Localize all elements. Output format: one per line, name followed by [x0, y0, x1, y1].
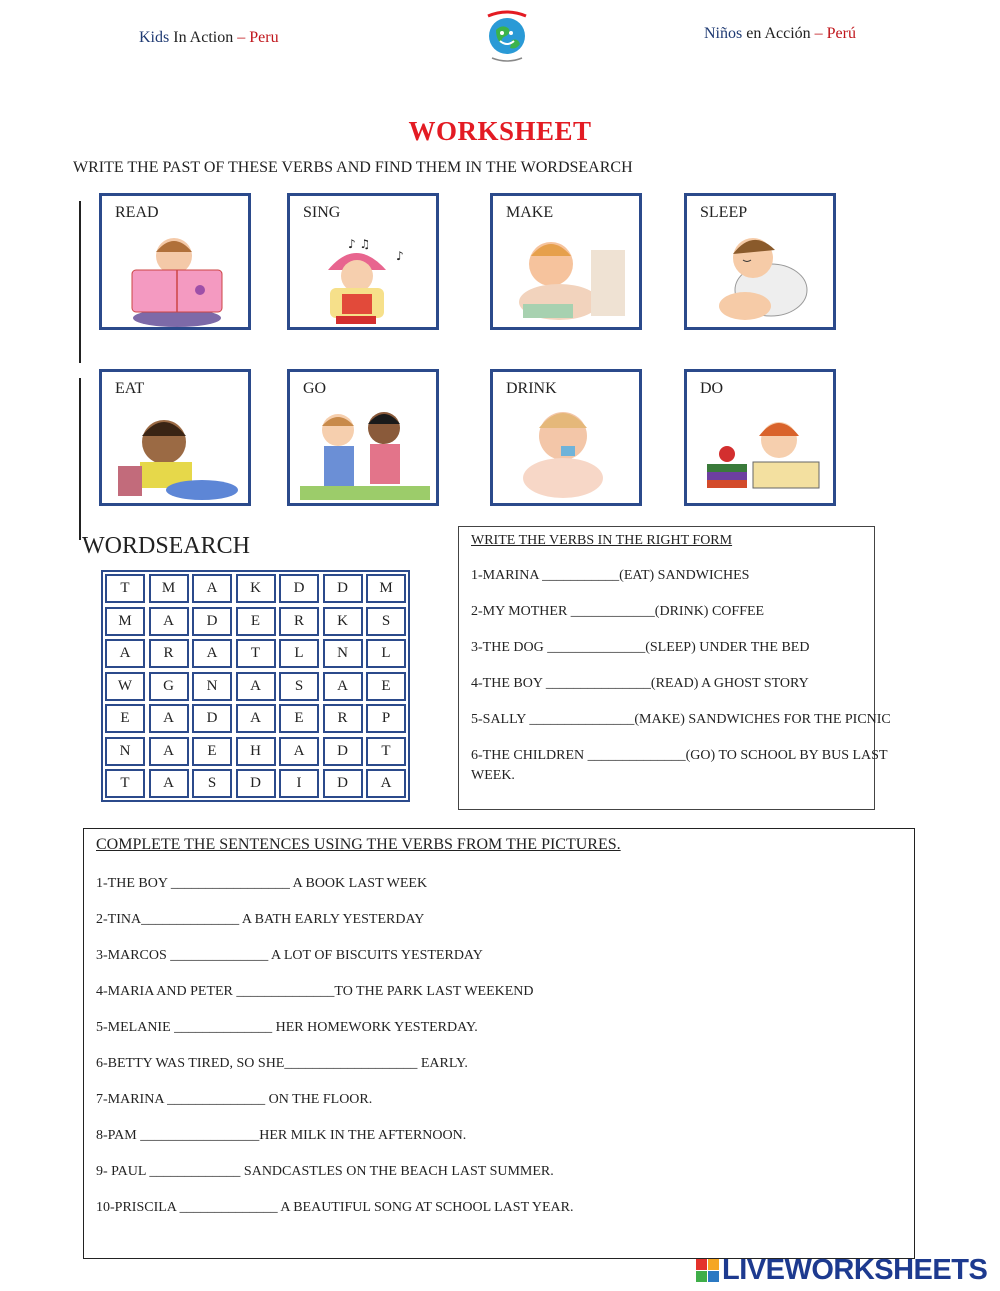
sentence-item: 10-PRISCILA ______________ A BEAUTIFUL SONG AT SCHOOL LAST YEAR.: [96, 1200, 574, 1215]
sentence-item: 2-TINA______________ A BATH EARLY YESTERDAY: [96, 912, 425, 927]
header-left-part2: In Action: [173, 29, 234, 46]
header-right-part3: – Perú: [814, 25, 856, 42]
wordsearch-cell: I: [279, 769, 319, 798]
verb-label: EAT: [115, 380, 145, 397]
svg-text:♪ ♫: ♪ ♫: [348, 237, 371, 251]
baby-sleeping-icon: [697, 230, 827, 328]
wordsearch-cell: D: [192, 607, 232, 636]
right-form-item: 3-THE DOG ______________(SLEEP) UNDER THE BED: [471, 640, 810, 655]
verb-label: DO: [700, 380, 724, 397]
verb-card-make: [490, 193, 642, 330]
wordsearch-cell: A: [149, 704, 189, 733]
svg-text:♪: ♪: [396, 249, 404, 263]
right-form-item: 2-MY MOTHER ____________(DRINK) COFFEE: [471, 604, 765, 619]
wordsearch-cell: A: [236, 704, 276, 733]
wordsearch-cell: A: [236, 672, 276, 701]
instruction: WRITE THE PAST OF THESE VERBS AND FIND THEM IN THE WORDSEARCH: [73, 159, 633, 176]
sentence-item: 7-MARINA ______________ ON THE FLOOR.: [96, 1092, 373, 1107]
wordsearch-cell: T: [105, 769, 145, 798]
wordsearch-title: WORDSEARCH: [82, 533, 251, 559]
verb-card-eat: [99, 369, 251, 506]
header-left-part3: – Peru: [237, 29, 279, 46]
verb-card-drink: [490, 369, 642, 506]
vertical-rule: [79, 378, 81, 540]
right-form-item: 1-MARINA ___________(EAT) SANDWICHES: [471, 568, 750, 583]
globe-logo-icon: [478, 6, 536, 64]
wordsearch-cell: A: [149, 737, 189, 766]
verb-label: GO: [303, 380, 327, 397]
wordsearch-cell: M: [105, 607, 145, 636]
sentence-item: 5-MELANIE ______________ HER HOMEWORK YESTERDAY.: [96, 1020, 478, 1035]
right-form-item: 6-THE CHILDREN ______________(GO) TO SCHOOL BY BUS LAST: [471, 748, 888, 763]
baby-making-icon: [503, 230, 633, 328]
wordsearch-cell: H: [236, 737, 276, 766]
wordsearch-cell: M: [366, 574, 406, 603]
verb-label: DRINK: [506, 380, 557, 397]
child-eating-icon: [112, 406, 242, 504]
wordsearch-cell: M: [149, 574, 189, 603]
child-doing-homework-icon: [697, 406, 827, 504]
child-reading-book-icon: [112, 230, 242, 328]
verb-label: MAKE: [506, 204, 554, 221]
wordsearch-cell: T: [366, 737, 406, 766]
wordsearch-cell: D: [323, 737, 363, 766]
wordsearch-cell: E: [279, 704, 319, 733]
header-left: [139, 29, 279, 47]
right-form-item: 5-SALLY _______________(MAKE) SANDWICHES FOR THE PICNIC: [471, 712, 891, 727]
verb-label: SLEEP: [700, 204, 748, 221]
verb-card-read: [99, 193, 251, 330]
wordsearch-cell: T: [105, 574, 145, 603]
wordsearch-cell: R: [149, 639, 189, 668]
wordsearch-cell: A: [192, 639, 232, 668]
wordsearch-cell: E: [105, 704, 145, 733]
wordsearch-cell: L: [366, 639, 406, 668]
wordsearch-cell: D: [236, 769, 276, 798]
page-title: WORKSHEET: [408, 116, 592, 146]
wordsearch-cell: L: [279, 639, 319, 668]
sentence-item: 8-PAM _________________HER MILK IN THE AFTERNOON.: [96, 1128, 467, 1143]
wordsearch-cell: S: [366, 607, 406, 636]
wordsearch-cell: K: [323, 607, 363, 636]
verb-card-sleep: [684, 193, 836, 330]
brand-squares-icon: [696, 1259, 719, 1282]
wordsearch-cell: A: [149, 607, 189, 636]
wordsearch-cell: R: [323, 704, 363, 733]
right-form-item: 4-THE BOY _______________(READ) A GHOST STORY: [471, 676, 809, 691]
header-right: [704, 25, 856, 43]
wordsearch-cell: G: [149, 672, 189, 701]
child-singing-icon: [300, 230, 430, 328]
wordsearch-cell: A: [323, 672, 363, 701]
brand-wordmark: LIVEWORKSHEETS: [722, 1253, 988, 1286]
wordsearch-grid: [101, 570, 410, 802]
sentence-item: 9- PAUL _____________ SANDCASTLES ON THE BEACH LAST SUMMER.: [96, 1164, 554, 1179]
liveworksheets-brand[interactable]: [696, 1254, 987, 1286]
header-right-part1: Niños: [704, 25, 743, 42]
verb-card-sing: [287, 193, 439, 330]
sentence-item: 3-MARCOS ______________ A LOT OF BISCUITS YESTERDAY: [96, 948, 483, 963]
sentence-item: 6-BETTY WAS TIRED, SO SHE___________________ EARLY.: [96, 1056, 468, 1071]
wordsearch-cell: D: [323, 574, 363, 603]
right-form-item: WEEK.: [471, 768, 515, 783]
wordsearch-cell: P: [366, 704, 406, 733]
verb-label: SING: [303, 204, 341, 221]
two-children-going-icon: [300, 406, 430, 504]
wordsearch-cell: A: [105, 639, 145, 668]
sentence-item: 4-MARIA AND PETER ______________TO THE PARK LAST WEEKEND: [96, 984, 534, 999]
header-right-part2: en Acción: [746, 25, 811, 42]
wordsearch-cell: A: [366, 769, 406, 798]
wordsearch-cell: S: [192, 769, 232, 798]
header-left-part1: Kids: [139, 29, 170, 46]
wordsearch-cell: D: [323, 769, 363, 798]
wordsearch-cell: D: [192, 704, 232, 733]
verb-label: READ: [115, 204, 159, 221]
wordsearch-cell: A: [149, 769, 189, 798]
verb-card-do: [684, 369, 836, 506]
wordsearch-cell: A: [279, 737, 319, 766]
wordsearch-cell: N: [105, 737, 145, 766]
wordsearch-cell: N: [323, 639, 363, 668]
wordsearch-cell: S: [279, 672, 319, 701]
wordsearch-cell: A: [192, 574, 232, 603]
right-form-title: WRITE THE VERBS IN THE RIGHT FORM: [471, 533, 733, 548]
wordsearch-cell: E: [192, 737, 232, 766]
wordsearch-cell: N: [192, 672, 232, 701]
wordsearch-cell: E: [236, 607, 276, 636]
vertical-rule: [79, 201, 81, 363]
wordsearch-cell: K: [236, 574, 276, 603]
wordsearch-cell: R: [279, 607, 319, 636]
wordsearch-cell: W: [105, 672, 145, 701]
complete-sentences-box: [83, 828, 915, 1259]
wordsearch-cell: T: [236, 639, 276, 668]
verb-card-go: [287, 369, 439, 506]
sentence-item: 1-THE BOY _________________ A BOOK LAST WEEK: [96, 876, 428, 891]
wordsearch-cell: E: [366, 672, 406, 701]
complete-sentences-title: COMPLETE THE SENTENCES USING THE VERBS FROM THE PICTURES.: [96, 836, 621, 853]
baby-drinking-icon: [503, 406, 633, 504]
wordsearch-cell: D: [279, 574, 319, 603]
